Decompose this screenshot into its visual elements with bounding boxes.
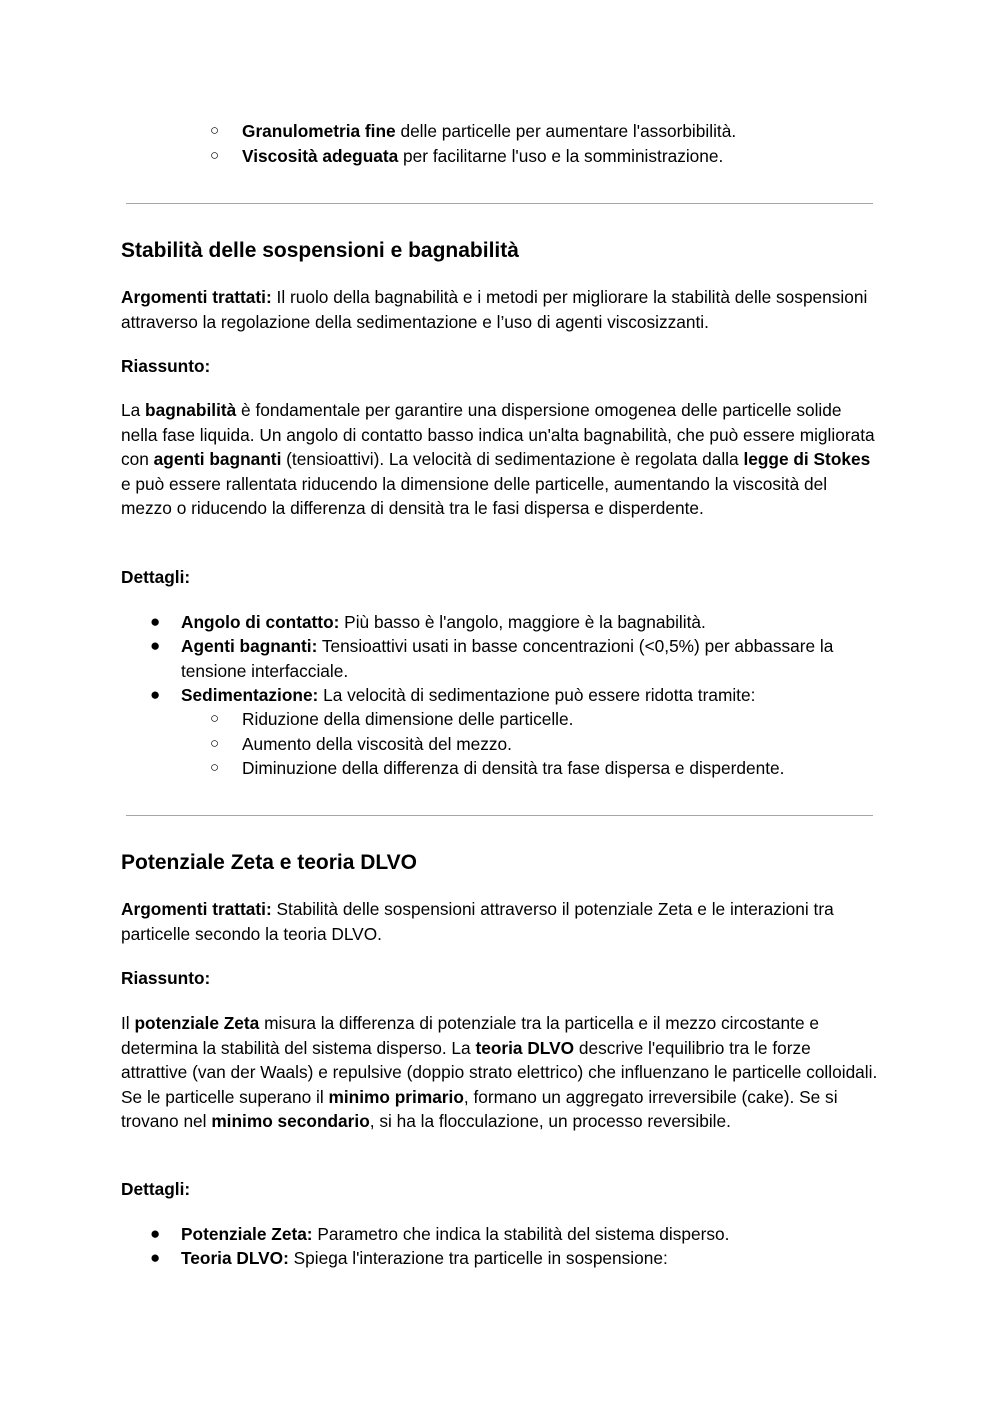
details-label: Dettagli: [121,567,191,587]
list-item: Granulometria fine delle particelle per aumentare l'assorbibilità. [242,121,737,141]
list-item: Diminuzione della differenza di densità tra fase dispersa e disperdente. [242,758,785,778]
summary-label: Riassunto: [121,968,211,988]
summary-label: Riassunto: [121,356,211,376]
bullet-icon: ● [150,636,161,655]
bullet-icon: ● [150,1224,161,1243]
summary-paragraph: Il potenziale Zeta misura la differenza di potenziale tra la particella e il mezzo circostante e determina la stabilità del sistema disperso. La teoria DLVO descrive l'equilibrio tra le forze attrattive (van der Waals) e repulsive (doppio strato elettrico) che influenzano le particelle colloidali. Se le particelle superano il minimo primario, formano un aggregato irreversibile (cake). Se si trovano nel minimo secondario, si ha la flocculazione, un processo reversibile. [121,1013,878,1131]
bullet-icon: ● [150,612,161,631]
list-item: Riduzione della dimensione delle particelle. [242,709,574,729]
hollow-bullet-icon: ○ [210,122,220,139]
details-label: Dettagli: [121,1179,191,1199]
list-item: Potenziale Zeta: Parametro che indica la stabilità del sistema disperso. [181,1224,730,1244]
section-title: Stabilità delle sospensioni e bagnabilità [121,239,519,262]
section-title: Potenziale Zeta e teoria DLVO [121,851,418,874]
hollow-bullet-icon: ○ [210,147,220,164]
hollow-bullet-icon: ○ [210,710,220,727]
list-item: Teoria DLVO: Spiega l'interazione tra particelle in sospensione: [181,1248,668,1268]
hollow-bullet-icon: ○ [210,759,220,776]
topics-paragraph: Argomenti trattati: Stabilità delle sospensioni attraverso il potenziale Zeta e le interazioni tra particelle secondo la teoria DLVO. [121,899,834,944]
bullet-icon: ● [150,685,161,704]
list-item: Aumento della viscosità del mezzo. [242,734,512,754]
section-divider [126,815,873,816]
list-item: Angolo di contatto: Più basso è l'angolo, maggiore è la bagnabilità. [181,612,706,632]
bullet-icon: ● [150,1248,161,1267]
topics-paragraph: Argomenti trattati: Il ruolo della bagnabilità e i metodi per migliorare la stabilità delle sospensioni attraverso la regolazione della sedimentazione e l’uso di agenti viscosizzanti. [121,287,868,332]
summary-paragraph: La bagnabilità è fondamentale per garantire una dispersione omogenea delle particelle solide nella fase liquida. Un angolo di contatto basso indica un'alta bagnabilità, che può essere migliorata con agenti bagnanti (tensioattivi). La velocità di sedimentazione è regolata dalla legge di Stokes e può essere rallentata riducendo la dimensione delle particelle, aumentando la viscosità del mezzo o riducendo la differenza di densità tra le fasi dispersa e disperdente. [121,400,875,518]
list-item: Agenti bagnanti: Tensioattivi usati in basse concentrazioni (<0,5%) per abbassare la tensione interfacciale. [181,636,834,681]
list-item: Viscosità adeguata per facilitarne l'uso e la somministrazione. [242,146,724,166]
hollow-bullet-icon: ○ [210,735,220,752]
list-item: Sedimentazione: La velocità di sedimentazione può essere ridotta tramite: [181,685,756,705]
section-divider [126,203,873,204]
